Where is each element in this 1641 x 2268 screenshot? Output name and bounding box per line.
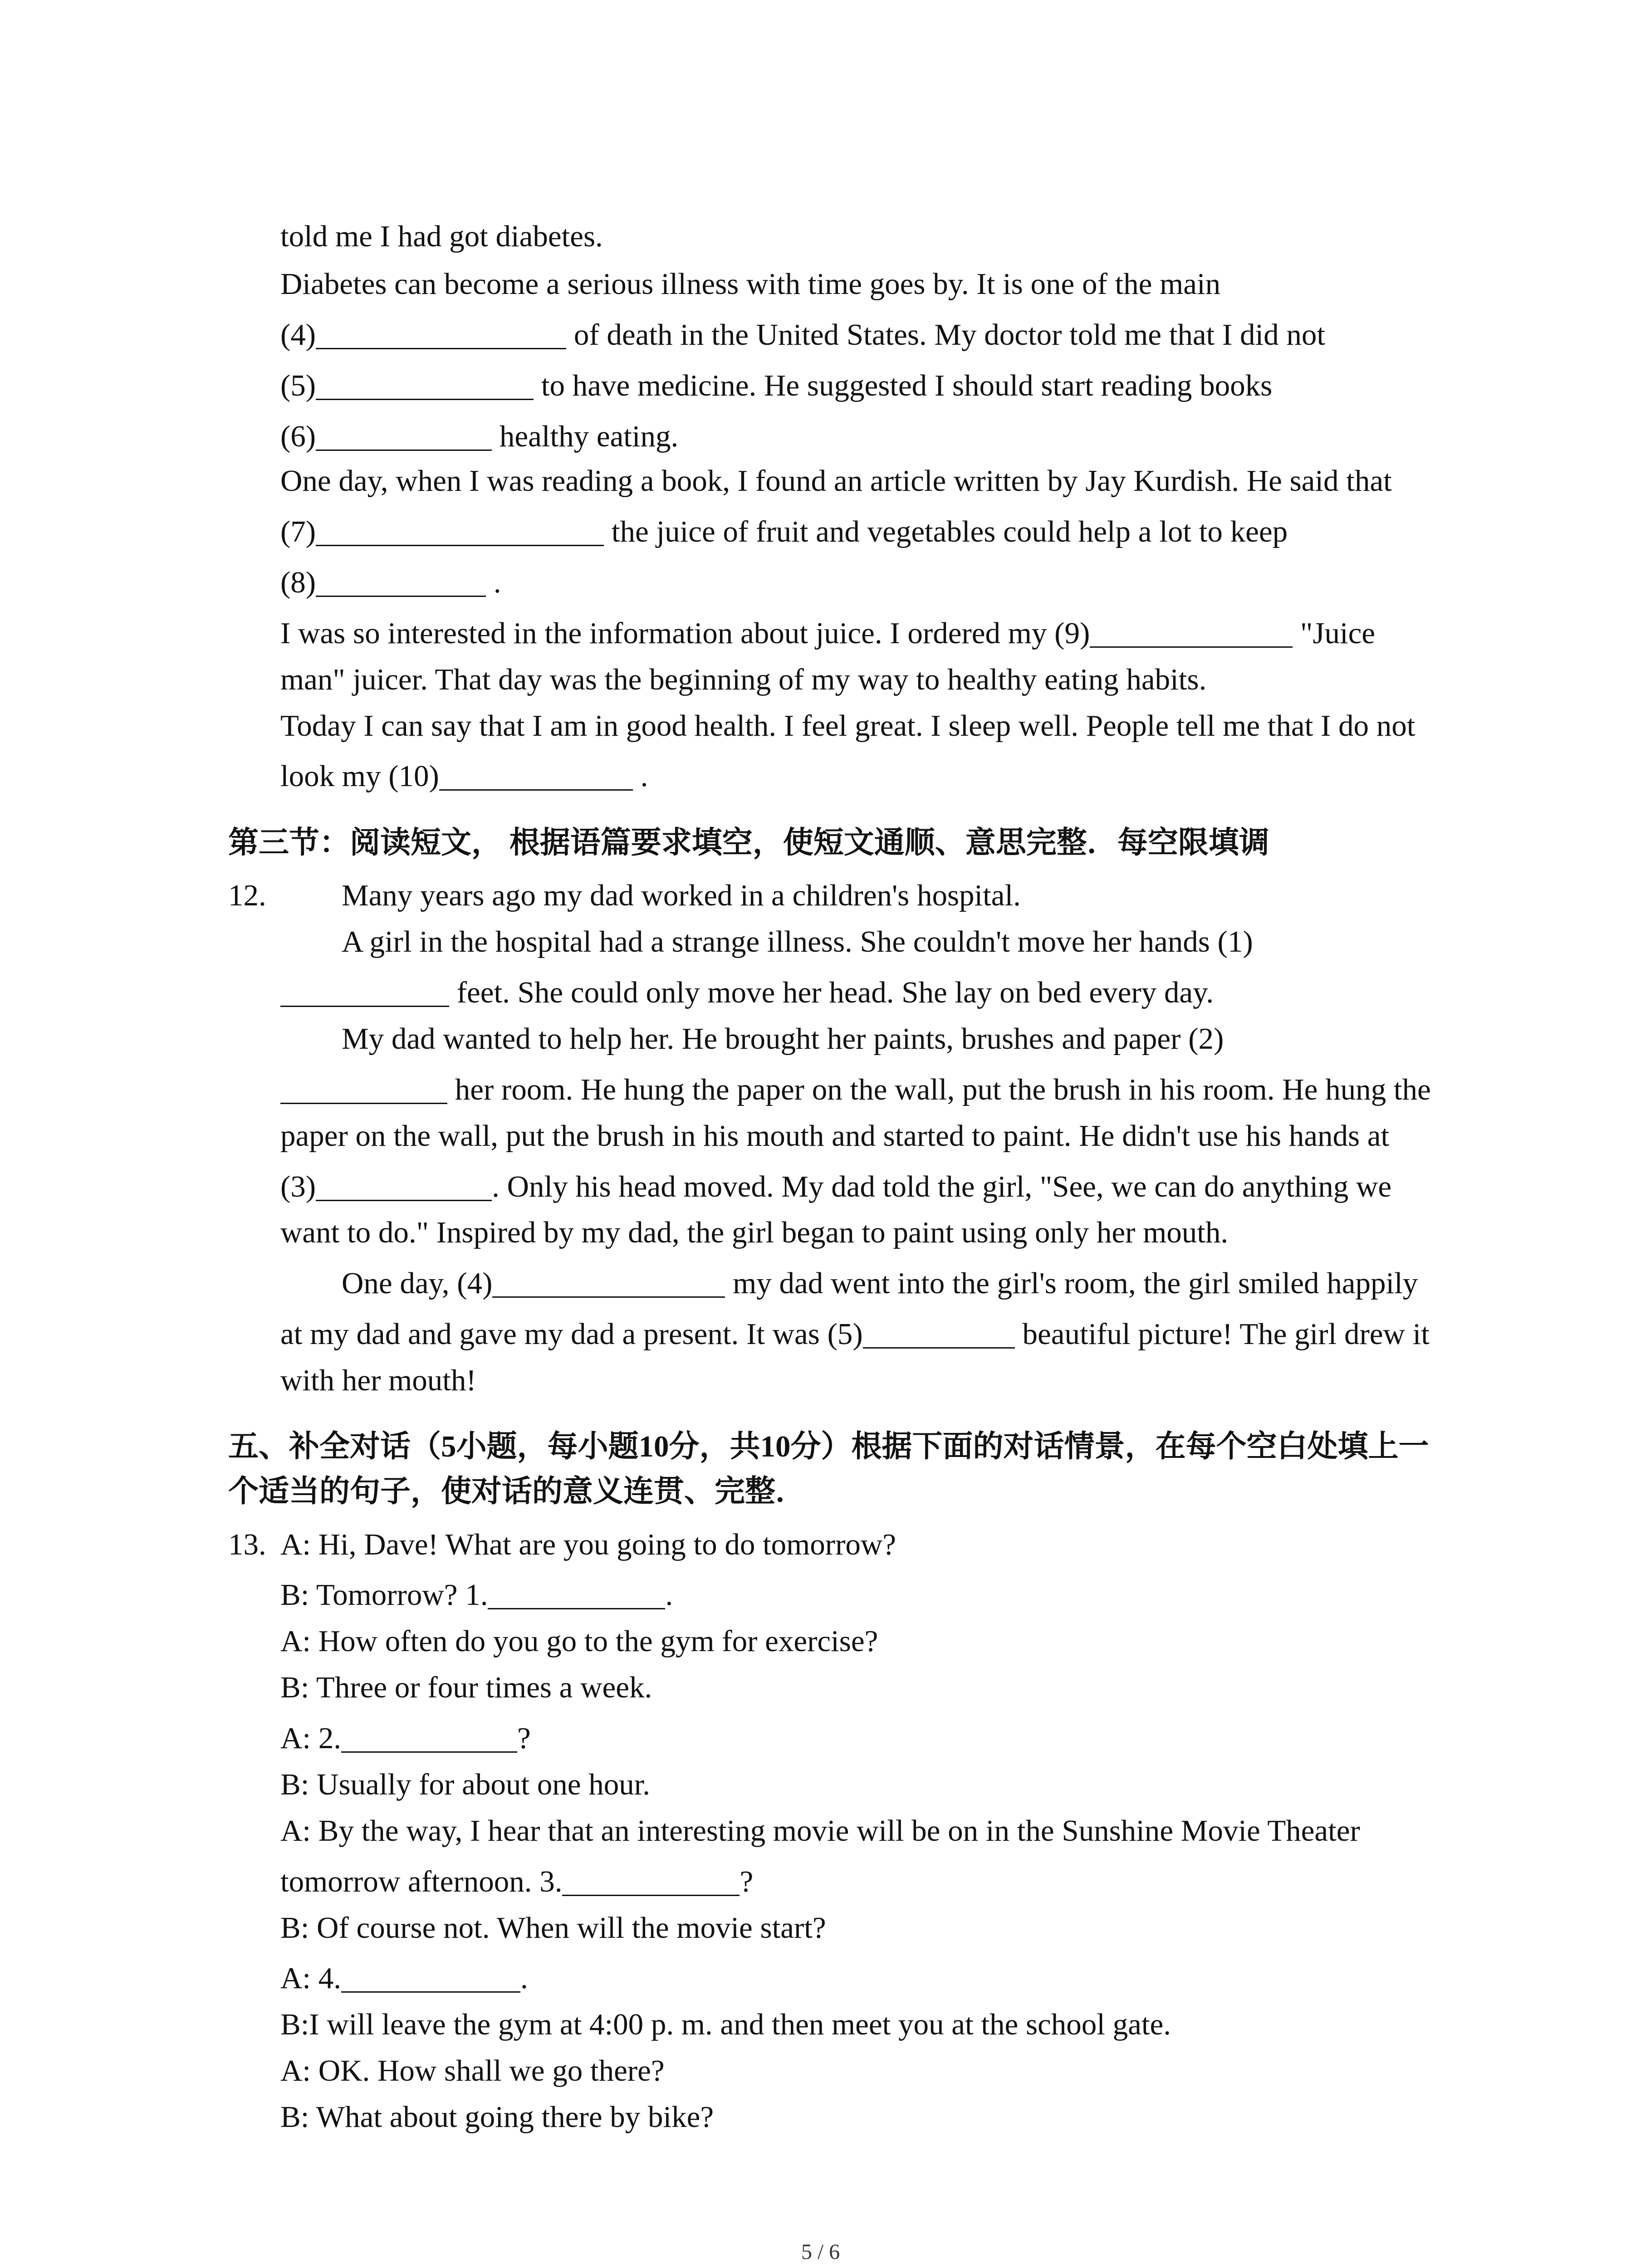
answer-blank [280, 981, 449, 1007]
question-line: A girl in the hospital had a strange illness. She couldn't move her hands (1) [342, 925, 1253, 958]
passage-text: of death in the United States. My doctor told me that I did not [566, 318, 1325, 352]
answer-blank [341, 1967, 520, 1993]
passage-line [280, 513, 1288, 550]
question-number: 12. [228, 879, 266, 912]
dialogue-text: ? [517, 1721, 531, 1755]
answer-blank [316, 323, 566, 349]
question-line [342, 1265, 1418, 1301]
question-line [280, 1316, 1430, 1352]
question-line [280, 1071, 1431, 1108]
passage-text: . [486, 566, 501, 599]
passage-line [280, 564, 501, 601]
passage-text: the juice of fruit and vegetables could help a lot to keep [604, 515, 1288, 548]
dialogue-text: . [665, 1578, 673, 1612]
dialogue-text: ? [740, 1865, 754, 1898]
answer-blank [341, 1727, 517, 1753]
answer-blank [562, 1870, 740, 1896]
answer-blank [439, 765, 633, 791]
passage-text: "Juice [1293, 616, 1376, 650]
dialogue-line [280, 1863, 753, 1900]
answer-blank [1090, 622, 1293, 648]
question-text: One day, (4) [342, 1266, 493, 1300]
passage-line [280, 317, 1325, 353]
section-heading: 第三节：阅读短文， 根据语篇要求填空，使短文通顺、意思完整．每空限填调 [228, 826, 1269, 860]
dialogue-line [280, 1720, 531, 1756]
question-number: 13. [228, 1528, 266, 1561]
blank-label: (6) [280, 420, 316, 453]
blank-label: (4) [280, 318, 316, 352]
dialogue-text: tomorrow afternoon. 3. [280, 1865, 563, 1898]
answer-blank [316, 374, 534, 400]
passage-line: told me I had got diabetes. [280, 220, 603, 253]
question-line: with her mouth! [280, 1364, 476, 1397]
answer-blank [488, 1584, 665, 1609]
passage-text: I was so interested in the information about juice. I ordered my (9) [280, 616, 1090, 650]
page-number: 5 / 6 [801, 2240, 840, 2264]
answer-blank [316, 1175, 492, 1201]
dialogue-line: B: Usually for about one hour. [280, 1768, 651, 1801]
dialogue-line [280, 1960, 528, 1996]
question-line [280, 974, 1214, 1011]
question-line: want to do." Inspired by my dad, the girl began to paint using only her mouth. [280, 1216, 1229, 1249]
dialogue-text: B: Tomorrow? 1. [280, 1578, 488, 1612]
passage-line: man" juicer. That day was the beginning of my way to healthy eating habits. [280, 663, 1207, 696]
question-text: . Only his head moved. My dad told the girl, "See, we can do anything we [492, 1170, 1392, 1203]
passage-line [280, 615, 1375, 651]
question-line: Many years ago my dad worked in a children's hospital. [342, 879, 1021, 912]
dialogue-line: B: Of course not. When will the movie start? [280, 1911, 826, 1945]
dialogue-text: A: 2. [280, 1721, 341, 1755]
answer-blank [316, 571, 486, 597]
dialogue-text: A: 4. [280, 1961, 341, 1995]
passage-text: to have medicine. He suggested I should start reading books [534, 369, 1273, 402]
dialogue-line: A: OK. How shall we go there? [280, 2054, 665, 2087]
section-heading: 个适当的句子，使对话的意义连贯、完整． [228, 1475, 806, 1508]
answer-blank [316, 520, 604, 546]
passage-line [280, 758, 648, 794]
question-text: my dad went into the girl's room, the girl smiled happily [725, 1266, 1418, 1300]
passage-line [280, 367, 1272, 404]
question-text: her room. He hung the paper on the wall, put the brush in his room. He hung the [447, 1073, 1431, 1106]
question-line: My dad wanted to help her. He brought her paints, brushes and paper (2) [342, 1022, 1224, 1056]
passage-line [280, 418, 678, 455]
blank-label: (8) [280, 566, 316, 599]
blank-label: (3) [280, 1170, 316, 1203]
passage-line: Diabetes can become a serious illness with time goes by. It is one of the main [280, 267, 1221, 301]
question-text: feet. She could only move her head. She lay on bed every day. [449, 976, 1214, 1009]
answer-blank [316, 425, 492, 451]
dialogue-line: B: What about going there by bike? [280, 2100, 714, 2134]
question-text: beautiful picture! The girl drew it [1014, 1317, 1430, 1351]
section-heading: 五、补全对话（5小题，每小题10分，共10分）根据下面的对话情景，在每个空白处填上一 [228, 1430, 1429, 1463]
answer-blank [492, 1272, 725, 1298]
dialogue-line: A: By the way, I hear that an interesting movie will be on in the Sunshine Movie Theater [280, 1814, 1360, 1848]
dialogue-line: B: Three or four times a week. [280, 1671, 652, 1704]
dialogue-text: . [520, 1961, 528, 1995]
dialogue-line: B:I will leave the gym at 4:00 p. m. and then meet you at the school gate. [280, 2008, 1171, 2041]
blank-label: (5) [280, 369, 316, 402]
passage-line: One day, when I was reading a book, I found an article written by Jay Kurdish. He said that [280, 464, 1392, 498]
answer-blank [863, 1323, 1015, 1349]
question-line: paper on the wall, put the brush in his mouth and started to paint. He didn't use his hands at [280, 1119, 1390, 1153]
answer-blank [280, 1078, 447, 1104]
blank-label: (7) [280, 515, 316, 548]
dialogue-line: A: Hi, Dave! What are you going to do tomorrow? [280, 1528, 896, 1561]
passage-line: Today I can say that I am in good health. I feel great. I sleep well. People tell me that I do not [280, 709, 1416, 743]
dialogue-line: A: How often do you go to the gym for exercise? [280, 1624, 878, 1658]
passage-text: look my (10) [280, 759, 439, 793]
passage-text: . [632, 759, 648, 793]
question-line [280, 1168, 1391, 1205]
passage-text: healthy eating. [492, 420, 679, 453]
dialogue-line [280, 1577, 673, 1613]
question-text: at my dad and gave my dad a present. It was (5) [280, 1317, 863, 1351]
